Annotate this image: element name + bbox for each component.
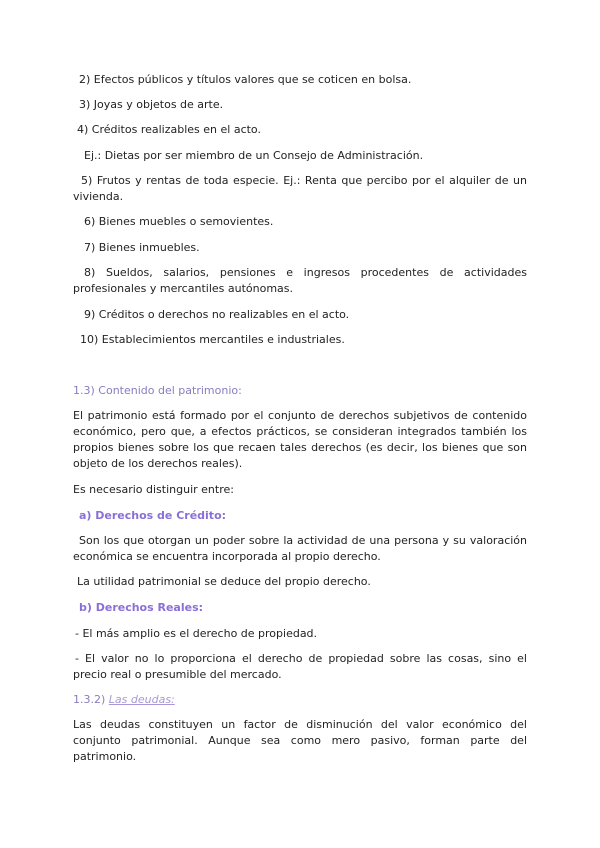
paragraph: El patrimonio está formado por el conjunto de derechos subjetivos de contenido económico, pero que, a efectos prácticos, se consideran integrados también los propios bienes sobre los que recaen tales derechos (es decir, los bienes que son objeto de los derechos reales). [73,409,527,470]
paragraph: Son los que otorgan un poder sobre la actividad de una persona y su valoración económica se encuentra incorporada al propio derecho. [73,534,527,563]
subheading-real-rights: b) Derechos Reales: [79,601,204,614]
paragraph: La utilidad patrimonial se deduce del propio derecho. [77,575,371,588]
list-item-example: Ej.: Dietas por ser miembro de un Consejo de Administración. [84,149,424,162]
section-heading: 1.3) Contenido del patrimonio: [73,384,242,397]
list-item: 5) Frutos y rentas de toda especie. Ej.: Renta que percibo por el alquiler de un vivienda. [73,174,527,203]
list-item: 2) Efectos públicos y títulos valores que se coticen en bolsa. [79,73,412,86]
list-item: 10) Establecimientos mercantiles e industriales. [80,333,345,346]
list-item: 9) Créditos o derechos no realizables en el acto. [84,308,350,321]
list-item: - El valor no lo proporciona el derecho de propiedad sobre las cosas, sino el precio real o presumible del mercado. [73,652,527,681]
list-item: 4) Créditos realizables en el acto. [77,123,261,136]
list-item: 7) Bienes inmuebles. [84,241,200,254]
list-item: 8) Sueldos, salarios, pensiones e ingresos procedentes de actividades profesionales y mercantiles autónomas. [73,266,527,295]
paragraph: Las deudas constituyen un factor de disminución del valor económico del conjunto patrimonial. Aunque sea como mero pasivo, forman parte del patrimonio. [73,718,527,763]
subheading-credit-rights: a) Derechos de Crédito: [79,509,227,522]
section-heading [73,692,527,708]
list-item: 6) Bienes muebles o semovientes. [84,215,274,228]
section-number: 1.3.2) [73,693,106,706]
section-title-link[interactable]: Las deudas: [108,693,175,706]
list-item: - El más amplio es el derecho de propiedad. [75,627,318,640]
list-item: 3) Joyas y objetos de arte. [79,98,224,111]
paragraph: Es necesario distinguir entre: [73,483,234,496]
